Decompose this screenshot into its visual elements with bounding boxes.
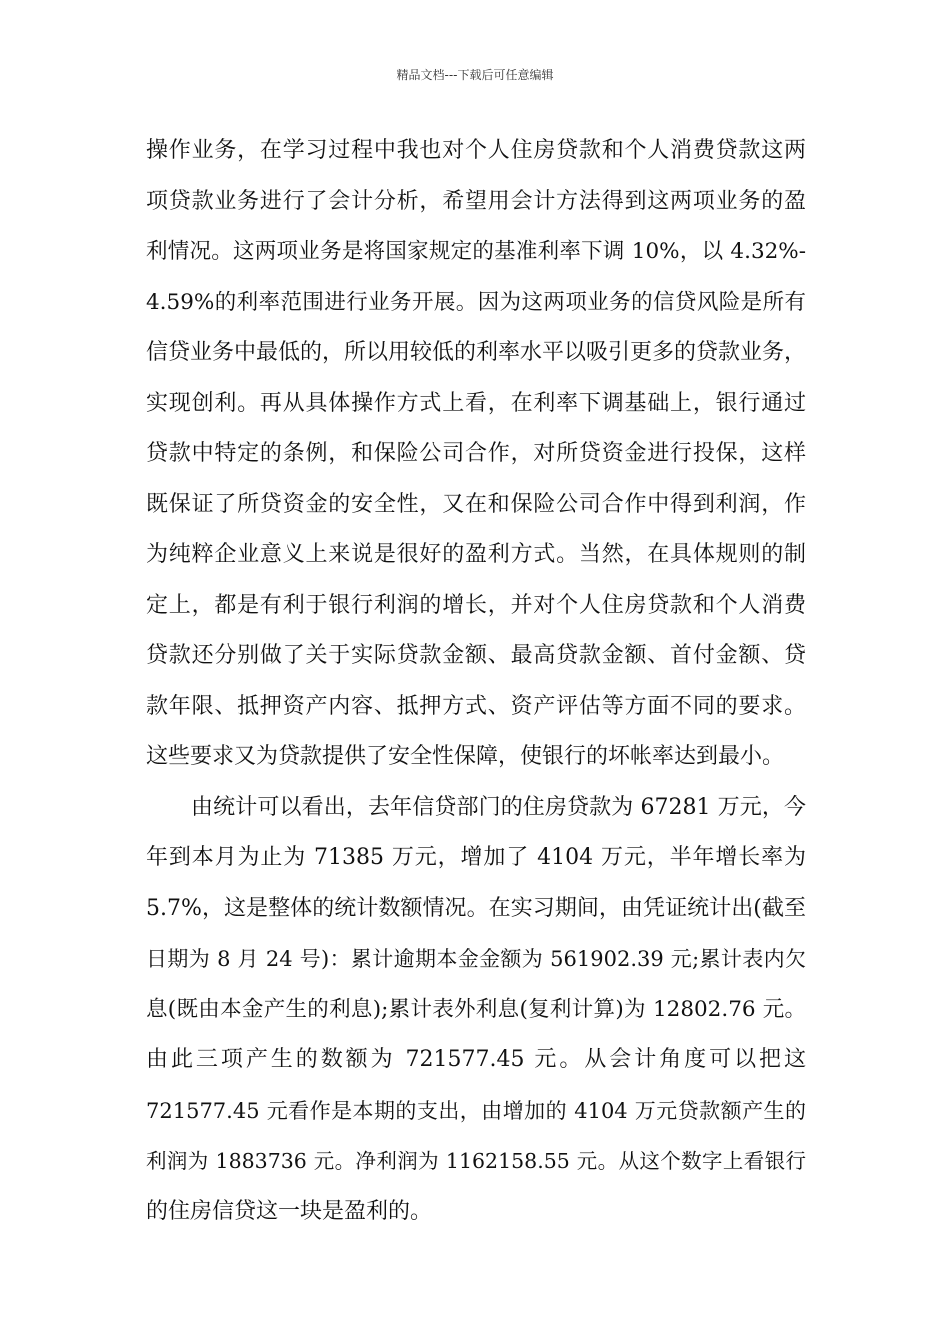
text-line: 利润为 1883736 元。净利润为 1162158.55 元。从这个数字上看银行 bbox=[146, 1149, 806, 1173]
text-line: 这些要求又为贷款提供了安全性保障，使银行的坏帐率达到最小。 bbox=[146, 744, 785, 769]
document-body bbox=[146, 126, 806, 1237]
text-line: 实现创利。再从具体操作方式上看，在利率下调基础上，银行通过 bbox=[146, 390, 806, 416]
page-header: 精品文档---下载后可任意编辑 bbox=[396, 68, 554, 82]
text-line: 贷款中特定的条例，和保险公司合作，对所贷资金进行投保，这样 bbox=[146, 441, 806, 466]
text-line: 5.7%，这是整体的统计数额情况。在实习期间，由凭证统计出(截至 bbox=[146, 895, 806, 921]
text-line: 由统计可以看出，去年信贷部门的住房贷款为 67281 万元，今 bbox=[191, 794, 806, 820]
text-line: 721577.45 元看作是本期的支出，由增加的 4104 万元贷款额产生的 bbox=[146, 1098, 806, 1123]
text-line: 定上，都是有利于银行利润的增长，并对个人住房贷款和个人消费 bbox=[146, 592, 806, 618]
text-line: 贷款还分别做了关于实际贷款金额、最高贷款金额、首付金额、贷 bbox=[146, 643, 806, 668]
paragraph-1 bbox=[146, 126, 806, 783]
text-line: 由此三项产生的数额为 721577.45 元。从会计角度可以把这 bbox=[146, 1047, 806, 1072]
text-line: 4.59%的利率范围进行业务开展。因为这两项业务的信贷风险是所有 bbox=[146, 289, 806, 315]
text-line: 款年限、抵押资产内容、抵押方式、资产评估等方面不同的要求。 bbox=[146, 693, 806, 719]
text-line: 既保证了所贷资金的安全性，又在和保险公司合作中得到利润，作 bbox=[146, 491, 806, 517]
text-line: 的住房信贷这一块是盈利的。 bbox=[146, 1198, 433, 1224]
text-line: 息(既由本金产生的利息);累计表外利息(复利计算)为 12802.76 元。 bbox=[146, 996, 806, 1022]
text-line: 日期为 8 月 24 号)：累计逾期本金金额为 561902.39 元;累计表内欠 bbox=[146, 947, 806, 971]
text-line: 信贷业务中最低的，所以用较低的利率水平以吸引更多的贷款业务， bbox=[146, 340, 807, 365]
paragraph-2 bbox=[146, 783, 806, 1238]
text-line: 操作业务，在学习过程中我也对个人住房贷款和个人消费贷款这两 bbox=[146, 138, 806, 163]
text-line: 项贷款业务进行了会计分析，希望用会计方法得到这两项业务的盈 bbox=[146, 188, 806, 214]
text-line: 年到本月为止为 71385 万元，增加了 4104 万元，半年增长率为 bbox=[146, 845, 806, 870]
text-line: 利情况。这两项业务是将国家规定的基准利率下调 10%，以 4.32%- bbox=[146, 239, 806, 264]
text-line: 为纯粹企业意义上来说是很好的盈利方式。当然，在具体规则的制 bbox=[146, 542, 806, 567]
